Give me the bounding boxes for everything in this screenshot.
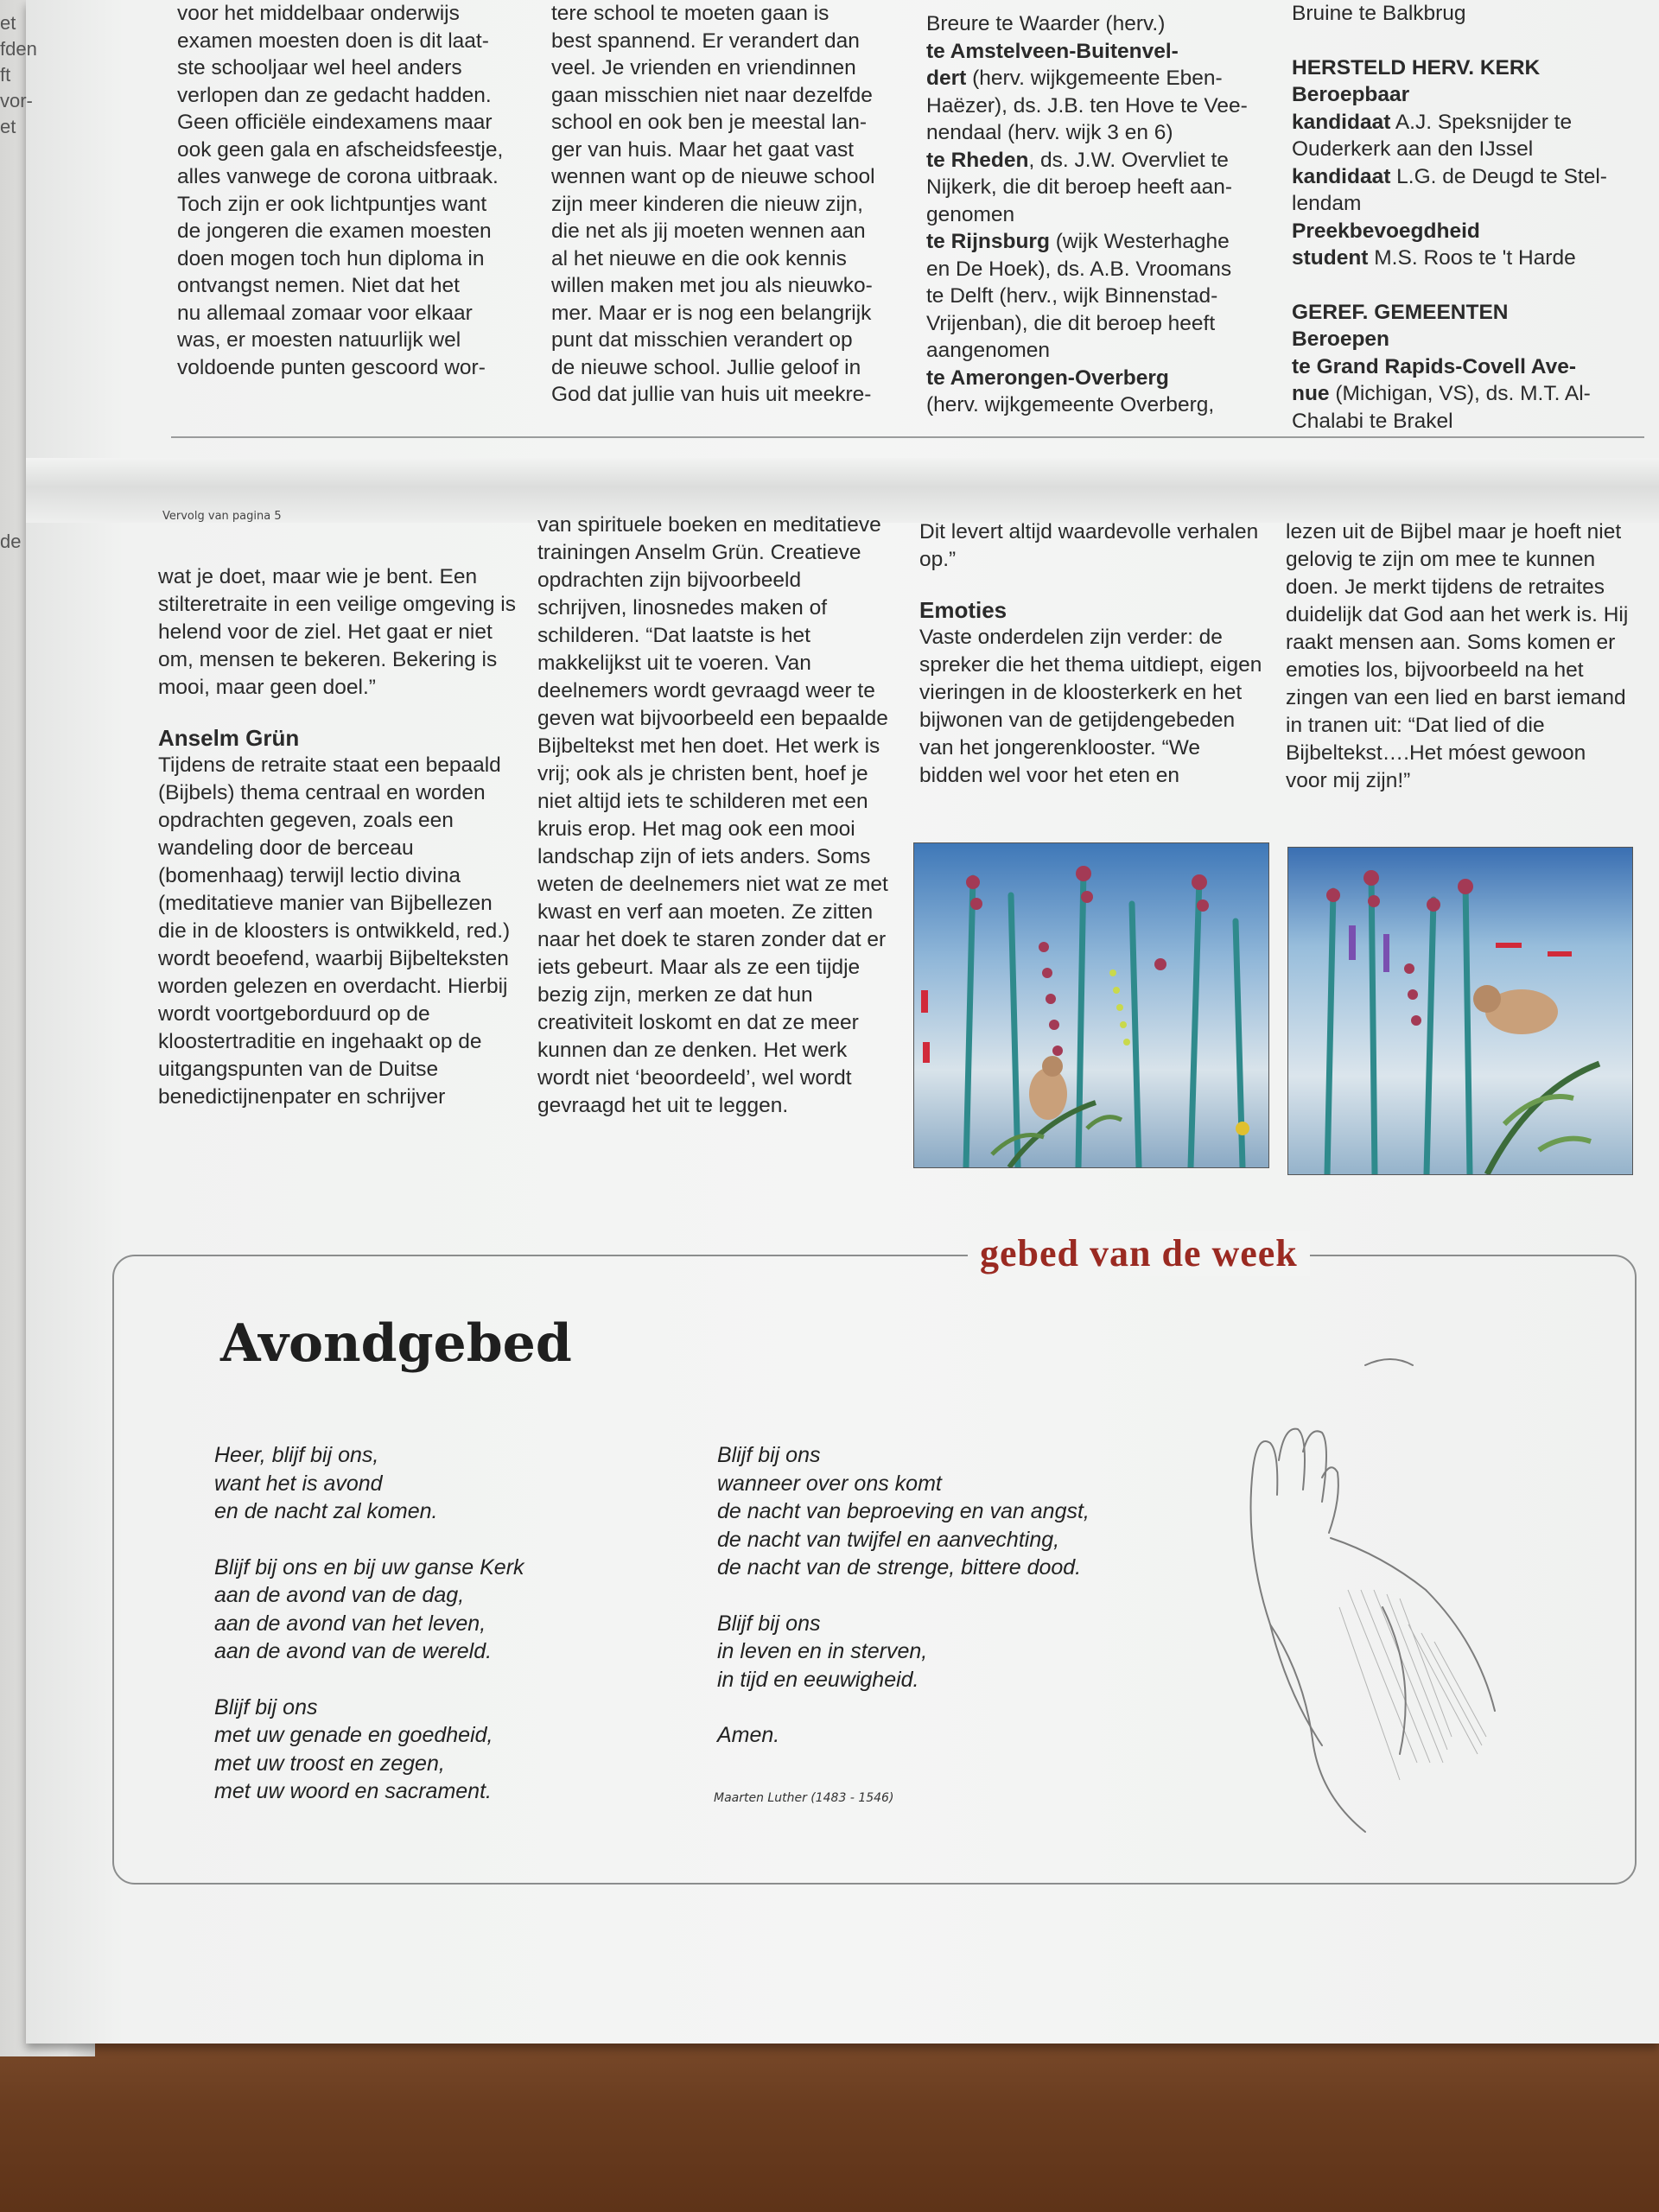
text-line: best spannend. Er verandert dan [551,29,860,53]
poem-line: wanneer over ons komt [717,1471,942,1496]
text-line [1292,353,1629,381]
line-text: Ouderkerk aan den IJssel [1292,137,1534,161]
wooden-table [0,2035,1659,2212]
painting-bird-right [1287,847,1633,1175]
text-line [926,119,1272,147]
text-line [1292,190,1629,218]
text-line: punt dat misschien verandert op [551,328,853,352]
prayer-author: Maarten Luther (1483 - 1546) [714,1791,894,1805]
article-column-1 [158,563,517,1111]
bold-label: HERSTELD HERV. KERK [1292,55,1541,79]
line-text: Nijkerk, die dit beroep heeft aan- [926,175,1233,199]
line-text: genomen [926,202,1015,226]
fragment: et [0,12,16,34]
paragraph: Tijdens de retraite staat een bepaald (Bijbels) thema centraal en worden opdrachten gegeven, zoals een wandeling door de berceau (bomenhaag) terwijl lectio divina (meditatieve manier van Bijbellezen die in de kloosters is ontwikkeld, red.) wordt beoefend, waarbij Bijbelteksten worden gelezen en overdacht. Hierbij wordt voortgeborduurd op de kloostertraditie en ingehaakt op de uitgangspunten van de Duitse benedictijnenpater en schrijver [158,753,511,1109]
bold-label: student [1292,246,1369,270]
text-line [1292,81,1629,109]
text-line: alles vanwege de corona uitbraak. [177,165,499,188]
line-text: , ds. J.W. Overvliet te [1028,148,1229,172]
text-line: voldoende punten gescoord wor- [177,355,486,379]
text-line: ger van huis. Maar het gaat vast [551,137,854,162]
text-line: die net als jij moeten wennen aan [551,219,866,243]
line-text: Breure te Waarder (herv.) [926,12,1166,35]
text-line [926,228,1272,256]
horizontal-rule [171,436,1644,438]
line-text: (wijk Westerhaghe [1049,230,1230,253]
text-line: ook geen gala en afscheidsfeestje, [177,137,504,162]
continued-from-label: Vervolg van pagina 5 [162,510,282,523]
poem-line: Blijf bij ons [717,1611,821,1636]
prayer-title: Avondgebed [220,1313,572,1374]
line-text: Chalabi te Brakel [1292,409,1453,433]
fragment: et [0,116,16,137]
paragraph: Vaste onderdelen zijn verder: de spreker die het thema uitdiept, eigen vieringen in de kloosterkerk en het bijwonen van de getijdengebeden van het jongerenklooster. “We bidden wel voor het eten en [919,626,1262,787]
bold-label: Beroepbaar [1292,83,1410,106]
line-text: te Delft (herv., wijk Binnenstad- [926,284,1218,308]
text-line: tere school te moeten gaan is [551,2,830,25]
text-line [1292,272,1629,299]
fragment: vor- [0,90,33,111]
text-line [926,147,1272,175]
stanza [214,1441,681,1526]
text-line [926,337,1272,365]
paragraph: wat je doet, maar wie je bent. Een stilteretraite in een veilige omgeving is helend voor de ziel. Het gaat er niet om, mensen te bekeren. Bekering is mooi, maar geen doel.” [158,565,516,699]
text-line: Geen officiële eindexamens maar [177,111,493,134]
line-text: (herv. wijkgemeente Eben- [966,67,1223,90]
bold-label: te Grand Rapids-Covell Ave- [1292,354,1577,378]
bold-label: te Rheden [926,148,1029,172]
line-text: Vrijenban), die dit beroep heeft [926,311,1216,335]
text-line: zijn meer kinderen die nieuw zijn, [551,192,863,216]
text-line [1292,54,1629,82]
line-text: aangenomen [926,339,1051,362]
text-line: God dat jullie van huis uit meekre- [551,383,872,406]
line-text: lendam [1292,192,1362,215]
poem-line: Amen. [717,1723,780,1747]
text-line [926,174,1272,201]
bold-label: te Amerongen-Overberg [926,365,1169,390]
text-line [926,256,1272,283]
poem-line: de nacht van de strenge, bittere dood. [717,1555,1082,1580]
poem-line: in leven en in sterven, [717,1639,928,1663]
text-line [1292,218,1629,245]
text-line: mer. Maar er is nog een belangrijk [551,301,872,325]
poem-line: met uw woord en sacrament. [214,1779,492,1803]
line-text: M.S. Roos te 't Harde [1368,246,1576,270]
poem-line: aan de avond van de dag, [214,1583,465,1607]
text-line: willen maken met jou als nieuwko- [551,274,873,297]
text-line [926,38,1272,66]
text-line [1292,109,1629,137]
text-line [926,10,1272,38]
text-line: veel. Je vrienden en vriendinnen [551,56,856,79]
poem-line: met uw troost en zegen, [214,1751,445,1776]
text-line [926,283,1272,310]
text-line [1292,0,1629,28]
article-column-2: van spirituele boeken en meditatieve trainingen Anselm Grün. Creatieve opdrachten zijn bijvoorbeeld schrijven, linosnedes maken of schilderen. “Dat laatste is het makkelijkst uit te voeren. Van deelnemers wordt gevraagd weer te geven wat bijvoorbeeld een bepaalde Bijbeltekst met hen doet. Het werk is vrij; ook als je christen bent, hoef je niet altijd iets te schilderen met een kruis erop. Het mag ook een mooi landschap zijn of iets anders. Soms weten de deelnemers niet wat ze met kwast en verf aan moeten. Ze zitten naar het doek te staren zonder dat er iets gebeurt. Maar als ze een tijdje bezig zijn, merken ze dat hun creativiteit loskomt en dat ze meer kunnen dan ze denken. Het werk wordt niet ‘beoordeeld’, wel wordt gevraagd het uit te leggen. [537,513,888,1117]
poem-line: Heer, blijf bij ons, [214,1443,379,1467]
text-line [926,201,1272,229]
left-page-fragment: de [0,531,22,552]
line-text: (herv. wijkgemeente Overberg, [926,393,1215,416]
text-line: ontvangst nemen. Niet dat het [177,274,460,297]
fragment: fden [0,38,37,60]
text-line: voor het middelbaar onderwijs [177,2,460,25]
poem-line: de nacht van twijfel en aanvechting, [717,1527,1060,1552]
text-line [1292,28,1629,54]
top-column-4 [1292,0,1629,435]
poem-line: en de nacht zal komen. [214,1499,438,1523]
subheading: Anselm Grün [158,725,300,751]
bold-label: Beroepen [1292,327,1390,351]
poem-line: met uw genade en goedheid, [214,1723,493,1747]
bold-label: te Rijnsburg [926,230,1050,253]
text-line [1292,380,1629,408]
text-line [926,92,1272,120]
text-line: gaan misschien niet naar dezelfde [551,83,873,107]
article-column-4: lezen uit de Bijbel maar je hoeft niet gelovig te zijn om mee te kunnen doen. Je merkt tijdens de retraites duidelijk dat God aan het werk is. Hij raakt mensen aan. Soms komen er emoties los, bijvoorbeeld na het zingen van een lied en barst iemand in tranen uit: “Dat lied of die Bijbeltekst….Het móest gewoon voor mij zijn!” [1286,520,1629,792]
prayer-left-stanzas [214,1441,681,1834]
praying-hands-sketch [1210,1331,1573,1849]
bold-label: te Amstelveen-Buitenvel- [926,39,1179,63]
painting-bird-left [913,842,1269,1168]
text-line: doen mogen toch hun diploma in [177,246,485,270]
text-line: al het nieuwe en die ook kennis [551,246,847,270]
stanza [214,1694,681,1806]
text-line: ste schooljaar wel heel anders [177,56,462,79]
subheading: Emoties [919,597,1007,623]
text-line: verlopen dan ze gedacht hadden. [177,83,492,107]
text-line: Toch zijn er ook lichtpuntjes want [177,192,487,216]
fragment: ft [0,64,11,86]
poem-line: aan de avond van het leven, [214,1611,486,1636]
poem-line: Blijf bij ons en bij uw ganse Kerk [214,1554,524,1580]
line-text: (Michigan, VS), ds. M.T. Al- [1329,382,1591,405]
poem-line: aan de avond van de wereld. [214,1639,493,1663]
text-line [1292,326,1629,353]
text-line: de jongeren die examen moesten [177,219,492,243]
bold-label: kandidaat [1292,110,1391,134]
paragraph: Dit levert altijd waardevolle verhalen op.” [919,520,1259,571]
prayer-right-stanzas [717,1441,1201,1777]
text-line [1292,163,1629,191]
line-text: L.G. de Deugd te Stel- [1390,164,1607,188]
stanza [717,1441,1201,1582]
line-text: en De Hoek), ds. A.B. Vroomans [926,257,1232,281]
text-line [926,65,1272,92]
text-line [1292,245,1629,272]
top-column-1 [177,0,531,381]
stanza [717,1610,1201,1694]
text-line: school en ook ben je meestal lan- [551,111,867,134]
stanza [717,1721,1201,1750]
poem-line: want het is avond [214,1471,383,1496]
bold-label: Preekbevoegdheid [1292,219,1480,243]
text-line [1292,408,1629,435]
stanza [214,1554,681,1666]
text-line: was, er moesten natuurlijk wel [177,328,461,352]
text-line [926,365,1272,392]
text-line [926,310,1272,338]
text-line [1292,299,1629,327]
article-column-3 [919,518,1265,790]
bold-label: dert [926,67,967,90]
bold-label: GEREF. GEMEENTEN [1292,300,1509,324]
bold-label: kandidaat [1292,164,1391,188]
poem-line: Blijf bij ons [214,1694,318,1719]
top-column-3 [926,10,1272,419]
line-text: A.J. Speksnijder te [1390,110,1573,134]
prayer-section-label: gebed van de week [968,1231,1310,1276]
poem-line: in tijd en eeuwigheid. [717,1667,919,1692]
line-text: Bruine te Balkbrug [1292,2,1466,25]
text-line: nu allemaal zomaar voor elkaar [177,301,473,325]
top-column-2 [551,0,906,409]
poem-line: de nacht van beproeving en van angst, [717,1499,1090,1523]
text-line: de nieuwe school. Jullie geloof in [551,355,861,379]
text-line: wennen want op de nieuwe school [551,165,875,188]
text-line [1292,136,1629,163]
text-line: examen moesten doen is dit laat- [177,29,489,53]
bold-label: nue [1292,382,1330,405]
line-text: nendaal (herv. wijk 3 en 6) [926,121,1173,144]
text-line [926,391,1272,419]
line-text: Haëzer), ds. J.B. ten Hove te Vee- [926,93,1248,118]
poem-line: Blijf bij ons [717,1443,821,1467]
left-page-fragments [0,10,52,140]
